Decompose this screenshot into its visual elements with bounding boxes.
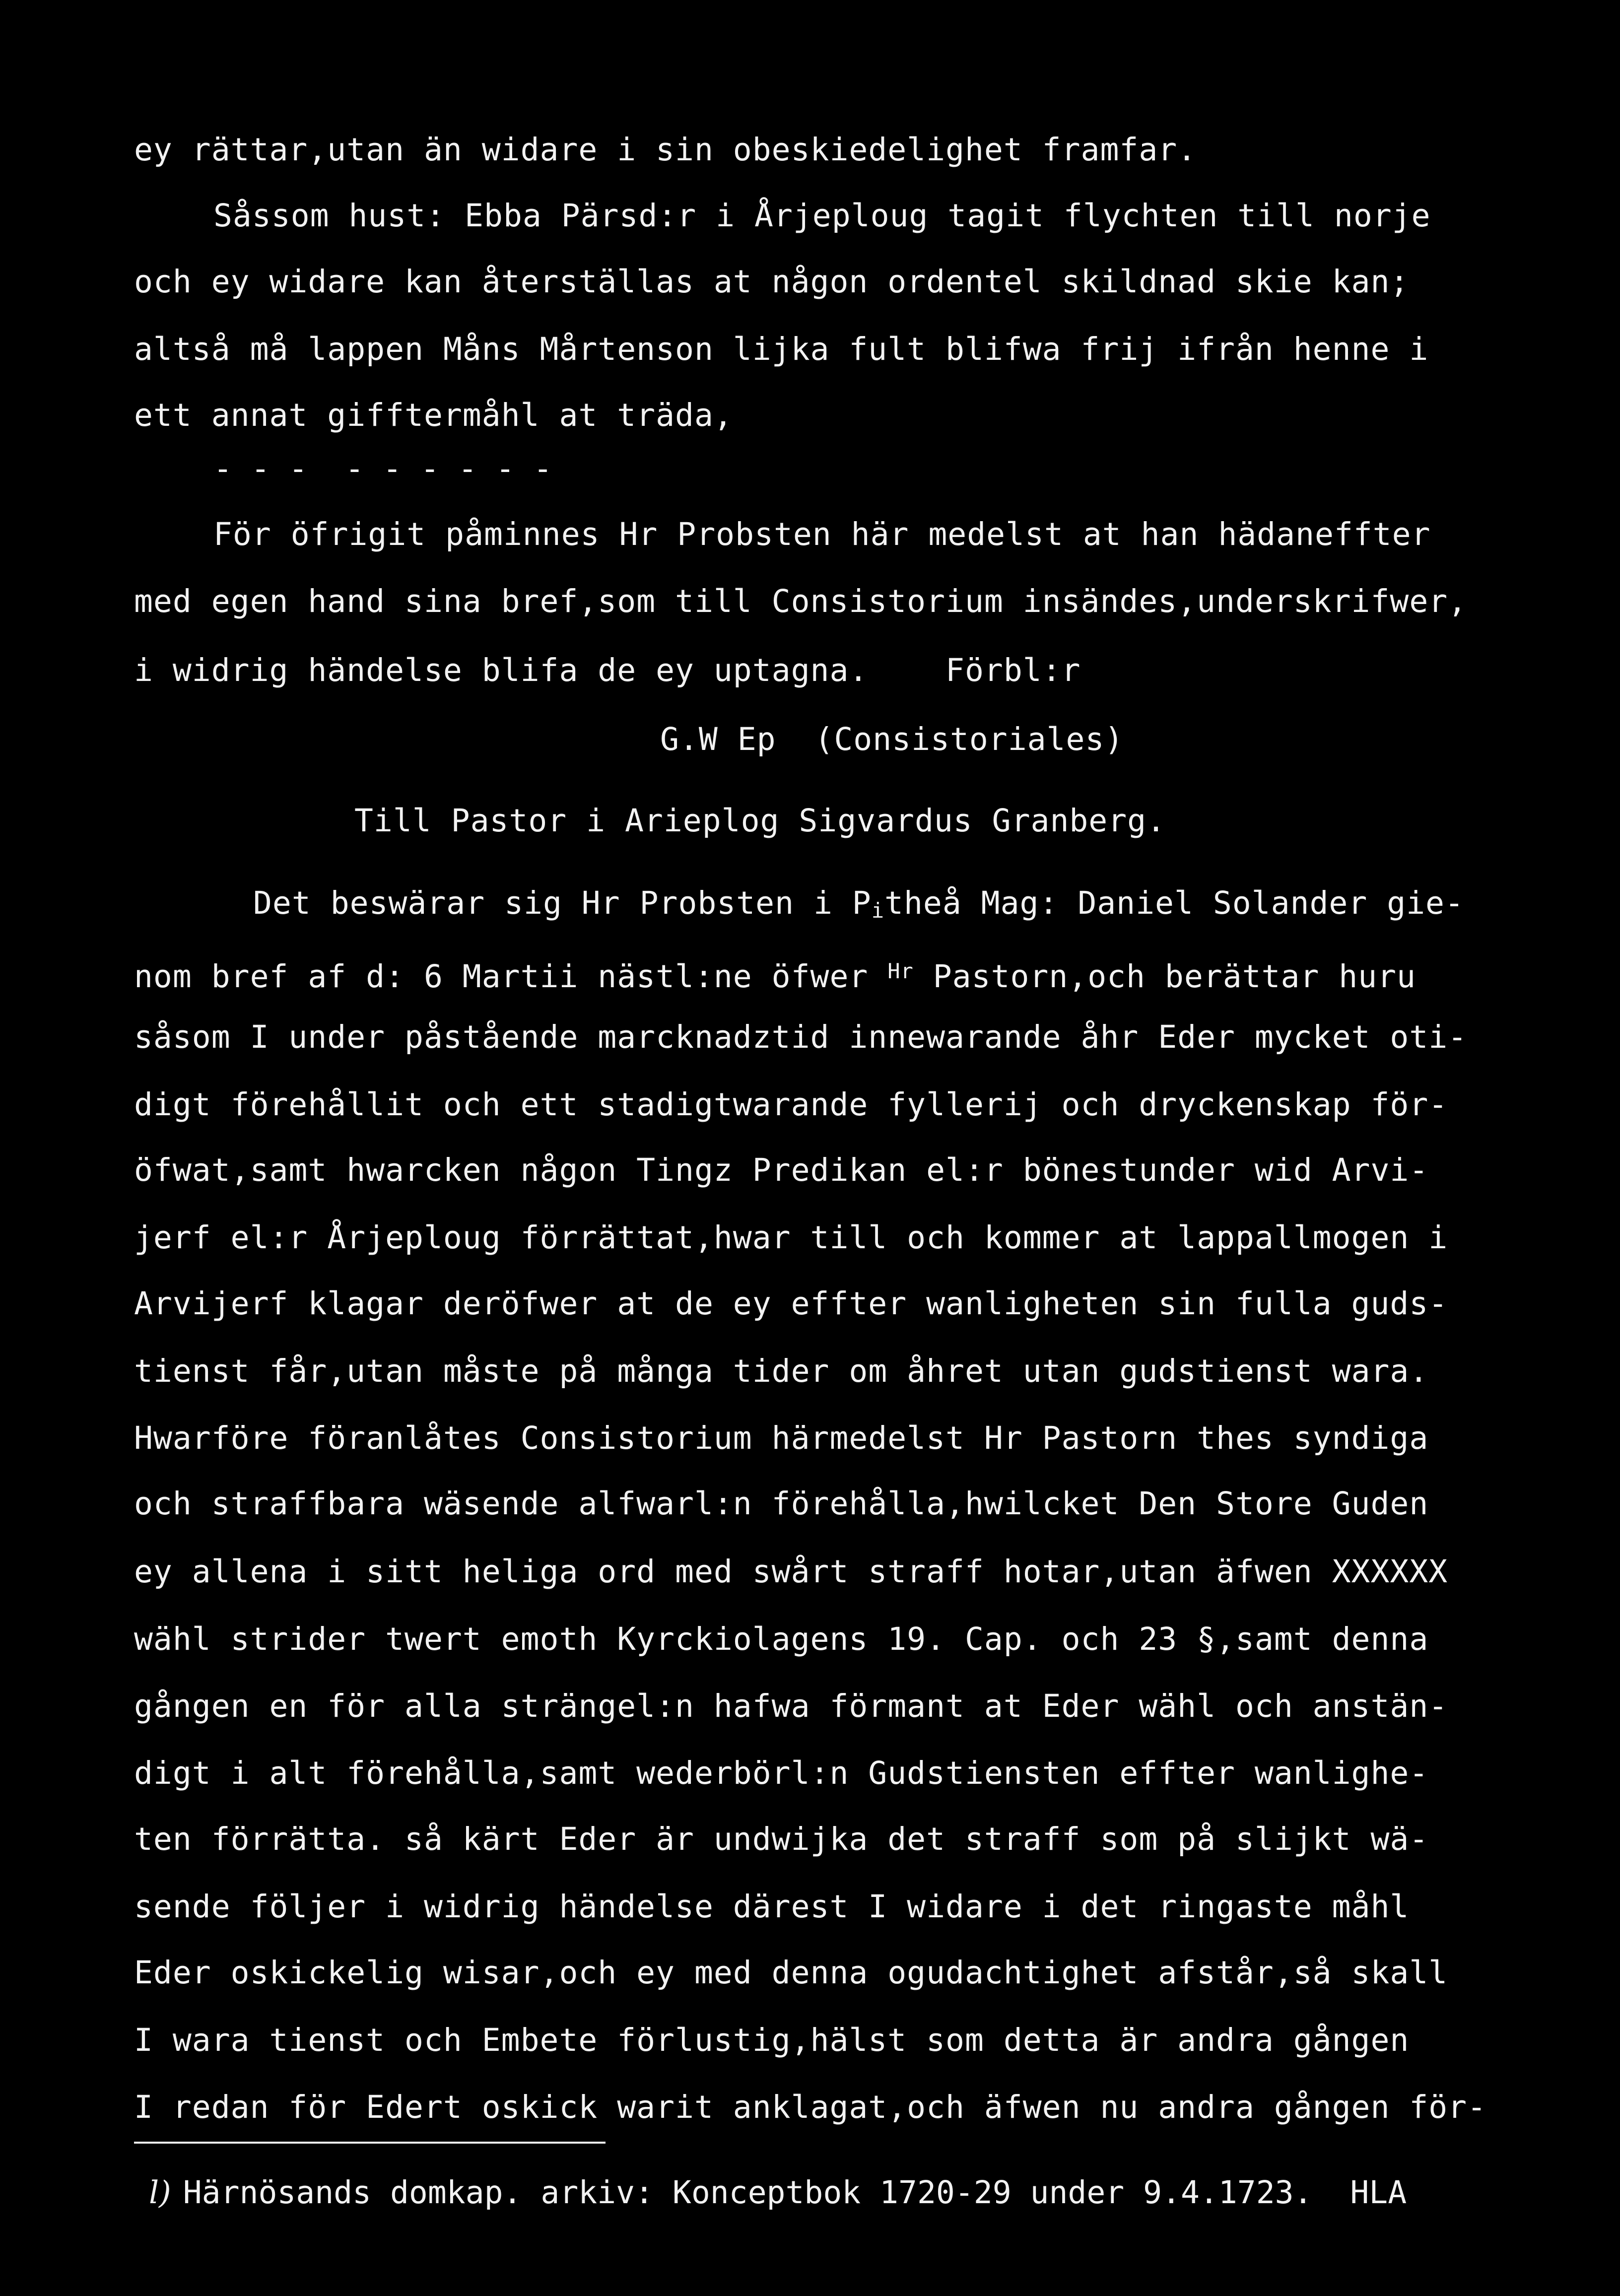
footnote-rule xyxy=(134,2142,606,2144)
text-line-21: gången en för alla strängel:n hafwa förmant at Eder wähl och anstän- xyxy=(134,1688,1448,1724)
text-line-16: tienst får,utan måste på många tider om åhret utan gudstienst wara. xyxy=(134,1353,1429,1389)
line-9-part-a: Det beswärar sig Hr Probsten i P xyxy=(253,885,872,921)
text-line-12: digt förehållit och ett stadigtwarande fyllerij och dryckenskap för- xyxy=(134,1086,1448,1123)
superscript-hr: Hr xyxy=(887,959,914,983)
text-line-17: Hwarföre föranlåtes Consistorium härmedelst Hr Pastorn thes syndiga xyxy=(134,1420,1429,1456)
line-9-part-b: theå Mag: Daniel Solander gie- xyxy=(884,885,1464,921)
text-line-7: med egen hand sina bref,som till Consistorium insändes,underskrifwer, xyxy=(134,583,1468,619)
footnote-text: Härnösands domkap. arkiv: Konceptbok 1720-29 under 9.4.1723. HLA xyxy=(183,2174,1407,2211)
text-line-13: öfwat,samt hwarcken någon Tingz Predikan el:r bönestunder wid Arvi- xyxy=(134,1152,1429,1188)
line-10-part-a: nom bref af d: 6 Martii nästl:ne öfwer xyxy=(134,958,888,995)
text-line-22: digt i alt förehålla,samt wederbörl:n Gudstiensten effter wanlighe- xyxy=(134,1755,1429,1791)
text-line-20: wähl strider twert emoth Kyrckiolagens 19. Cap. och 23 §,samt denna xyxy=(134,1621,1429,1657)
ellipsis-dashes: - - - - - - - - - xyxy=(213,451,552,487)
text-line-23: ten förrätta. så kärt Eder är undwijka det straff som på slijkt wä- xyxy=(134,1821,1429,1857)
addressee-line: Till Pastor i Arieplog Sigvardus Granberg. xyxy=(354,803,1166,839)
line-10-part-b: Pastorn,och berättar huru xyxy=(913,958,1416,995)
text-line-25: Eder oskickelig wisar,och ey med denna ogudachtighet afstår,så skall xyxy=(134,1955,1448,1991)
text-line-24: sende följer i widrig händelse därest I widare i det ringaste måhl xyxy=(134,1889,1410,1925)
subscript-i: i xyxy=(871,898,885,923)
text-line-2: Såssom hust: Ebba Pärsd:r i Årjeploug tagit flychten till norje xyxy=(213,198,1431,234)
text-line-3: och ey widare kan återställas at någon ordentel skildnad skie kan; xyxy=(134,264,1410,300)
text-line-8: i widrig händelse blifa de ey uptagna. Förbl:r xyxy=(134,652,1081,688)
text-line-6: För öfrigit påminnes Hr Probsten här medelst at han hädaneffter xyxy=(213,516,1431,552)
text-line-4: altså må lappen Måns Mårtenson lijka fult blifwa frij ifrån henne i xyxy=(134,331,1429,367)
signature-line: G.W Ep (Consistoriales) xyxy=(660,721,1124,757)
text-line-1: ey rättar,utan än widare i sin obeskiedelighet framfar. xyxy=(134,132,1197,168)
footnote xyxy=(149,2173,1407,2213)
text-line-11: såsom I under påstående marcknadztid innewarande åhr Eder mycket oti- xyxy=(134,1019,1468,1055)
text-line-26: I wara tienst och Embete förlustig,hälst som detta är andra gången xyxy=(134,2022,1410,2058)
footnote-marker: l) xyxy=(149,2174,171,2211)
text-line-5: ett annat gifftermåhl at träda, xyxy=(134,397,733,433)
text-line-10 xyxy=(134,951,1416,997)
text-line-9 xyxy=(253,883,1464,931)
text-line-15: Arvijerf klagar deröfwer at de ey effter wanligheten sin fulla guds- xyxy=(134,1285,1448,1322)
text-line-14: jerf el:r Årjeploug förrättat,hwar till och kommer at lappallmogen i xyxy=(134,1219,1448,1256)
text-line-27: I redan för Edert oskick warit anklagat,och äfwen nu andra gången för- xyxy=(134,2089,1487,2125)
text-line-18: och straffbara wäsende alfwarl:n förehålla,hwilcket Den Store Guden xyxy=(134,1486,1429,1522)
text-line-19: ey allena i sitt heliga ord med swårt straff hotar,utan äfwen XXXXXX xyxy=(134,1553,1448,1590)
